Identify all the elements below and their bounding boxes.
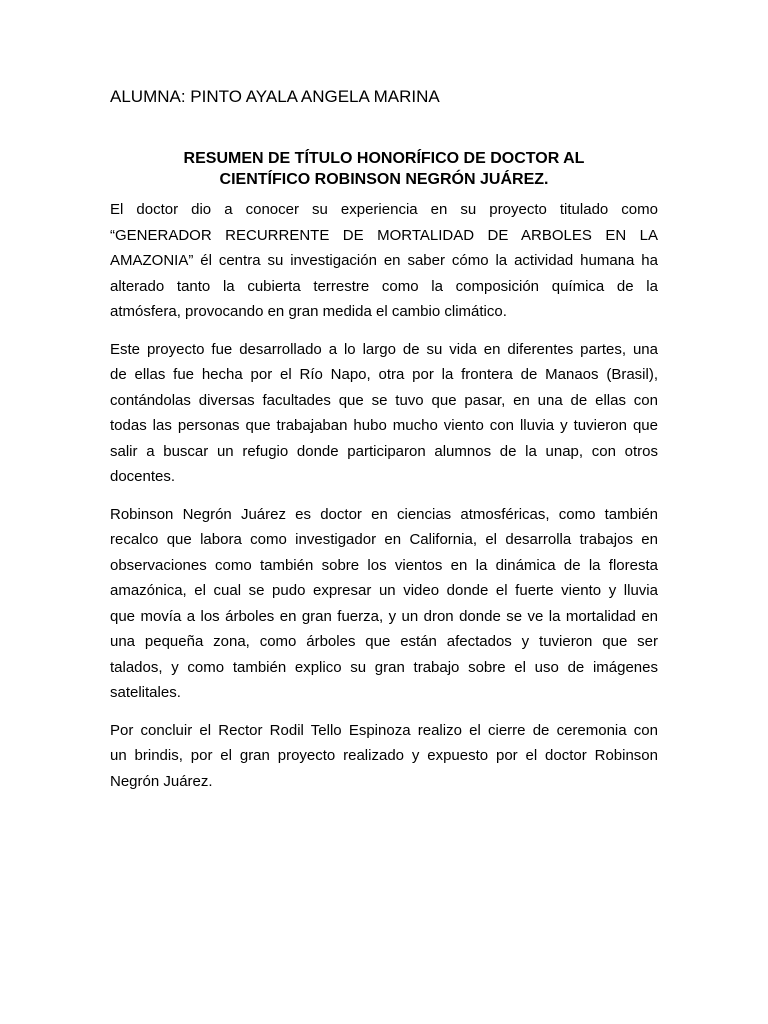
- text-line: atmósfera, provocando en gran medida el cambio climático.: [110, 303, 507, 320]
- title-line: RESUMEN DE TÍTULO HONORÍFICO DE DOCTOR AL: [183, 150, 585, 167]
- text-line: que movía a los árboles en gran fuerza, y un dron donde se ve la mortalidad en: [110, 607, 658, 625]
- text-line: un brindis, por el gran proyecto realizado y expuesto por el doctor Robinson: [110, 747, 658, 764]
- text-line: observaciones como también sobre los vientos en la dinámica de la floresta: [110, 556, 658, 574]
- text-line: “GENERADOR RECURRENTE DE MORTALIDAD DE ARBOLES EN LA: [110, 226, 658, 244]
- text-line: Robinson Negrón Juárez es doctor en ciencias atmosféricas, como también: [110, 505, 658, 523]
- title-line: CIENTÍFICO ROBINSON NEGRÓN JUÁREZ.: [219, 171, 549, 188]
- text-line: de ellas fue hecha por el Río Napo, otra por la frontera de Manaos (Brasil),: [110, 366, 658, 383]
- text-line: satelitales.: [110, 684, 181, 701]
- text-line: una pequeña zona, como árboles que están afectados y tuvieron que ser: [110, 633, 658, 650]
- document-title: [110, 148, 658, 190]
- text-line: salir a buscar un refugio donde participaron alumnos de la unap, con otros: [110, 442, 658, 460]
- text-line: contándolas diversas facultades que se tuvo que pasar, en una de ellas con: [110, 391, 658, 409]
- text-line: amazónica, el cual se pudo expresar un video donde el fuerte viento y lluvia: [110, 582, 658, 599]
- text-line: El doctor dio a conocer su experiencia en su proyecto titulado como: [110, 201, 658, 218]
- text-line: AMAZONIA” él centra su investigación en saber cómo la actividad humana ha: [110, 252, 658, 269]
- paragraph: [110, 502, 658, 706]
- text-line: Negrón Juárez.: [110, 772, 213, 790]
- text-line: docentes.: [110, 468, 176, 485]
- text-line: alterado tanto la cubierta terrestre como la composición química de la: [110, 277, 658, 295]
- text-line: Por concluir el Rector Rodil Tello Espinoza realizo el cierre de ceremonia con: [110, 721, 658, 739]
- paragraph: [110, 337, 658, 490]
- text-line: recalco que labora como investigador en California, el desarrolla trabajos en: [110, 531, 658, 548]
- text-line: todas las personas que trabajaban hubo mucho viento con lluvia y tuvieron que: [110, 417, 658, 434]
- paragraph: [110, 197, 658, 325]
- text-line: talados, y como también explico su gran trabajo sobre el uso de imágenes: [110, 658, 658, 676]
- student-name: ALUMNA: PINTO AYALA ANGELA MARINA: [110, 87, 440, 106]
- document-body: [110, 197, 658, 806]
- text-line: Este proyecto fue desarrollado a lo largo de su vida en diferentes partes, una: [110, 340, 658, 358]
- paragraph: [110, 718, 658, 795]
